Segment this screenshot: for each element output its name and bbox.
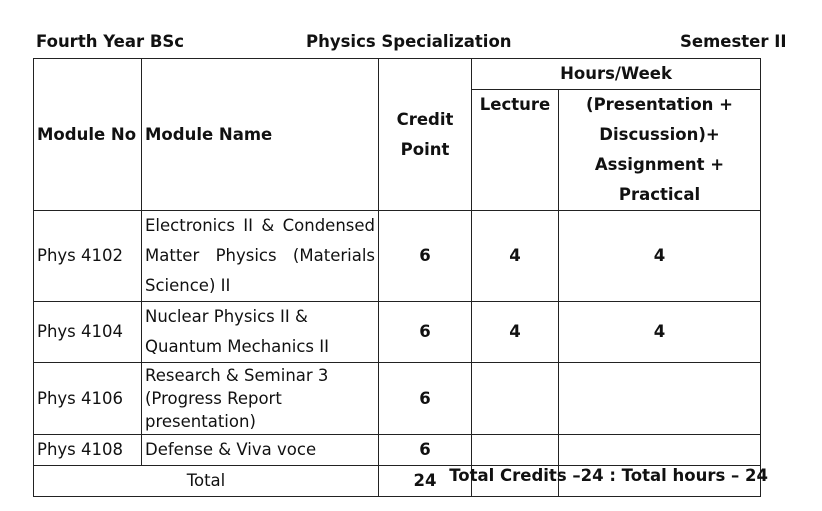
total-label: Total <box>34 466 379 497</box>
credit-cell: 6 <box>379 435 472 466</box>
col-header-other: (Presentation + Discussion)+ Assignment + Practical <box>559 90 761 211</box>
lecture-cell <box>472 363 559 435</box>
credit-cell: 6 <box>379 211 472 302</box>
col-header-hours-week: Hours/Week <box>472 59 761 90</box>
module-no-cell: Phys 4106 <box>34 363 142 435</box>
other-hours-cell: 4 <box>559 211 761 302</box>
col-header-credit-point: Credit Point <box>379 59 472 211</box>
module-name-cell: Nuclear Physics II & Quantum Mechanics II <box>142 302 379 363</box>
other-hours-cell <box>559 363 761 435</box>
semester-label: Semester II <box>680 32 787 51</box>
other-hours-cell: 4 <box>559 302 761 363</box>
lecture-cell: 4 <box>472 211 559 302</box>
other-hours-cell <box>559 435 761 466</box>
lecture-cell <box>472 435 559 466</box>
totals-summary: Total Credits –24 : Total hours – 24 <box>449 466 768 485</box>
module-no-cell: Phys 4102 <box>34 211 142 302</box>
module-no-cell: Phys 4108 <box>34 435 142 466</box>
table-row <box>34 211 761 302</box>
module-name-cell: Electronics II & Condensed Matter Physics (Materials Science) II <box>142 211 379 302</box>
header-row <box>34 59 761 90</box>
table-row <box>34 302 761 363</box>
credit-cell: 6 <box>379 363 472 435</box>
lecture-cell: 4 <box>472 302 559 363</box>
module-name-cell: Defense & Viva voce <box>142 435 379 466</box>
col-header-lecture: Lecture <box>472 90 559 211</box>
credit-cell: 6 <box>379 302 472 363</box>
module-table <box>33 58 761 497</box>
module-no-cell: Phys 4104 <box>34 302 142 363</box>
program-label: Fourth Year BSc <box>36 32 185 51</box>
table-row <box>34 363 761 435</box>
module-name-cell: Research & Seminar 3 (Progress Report presentation) <box>142 363 379 435</box>
specialization-label: Physics Specialization <box>306 32 512 51</box>
table-row <box>34 435 761 466</box>
total-credit: 24 <box>379 466 472 497</box>
col-header-module-no: Module No <box>34 59 142 211</box>
col-header-module-name: Module Name <box>142 59 379 211</box>
